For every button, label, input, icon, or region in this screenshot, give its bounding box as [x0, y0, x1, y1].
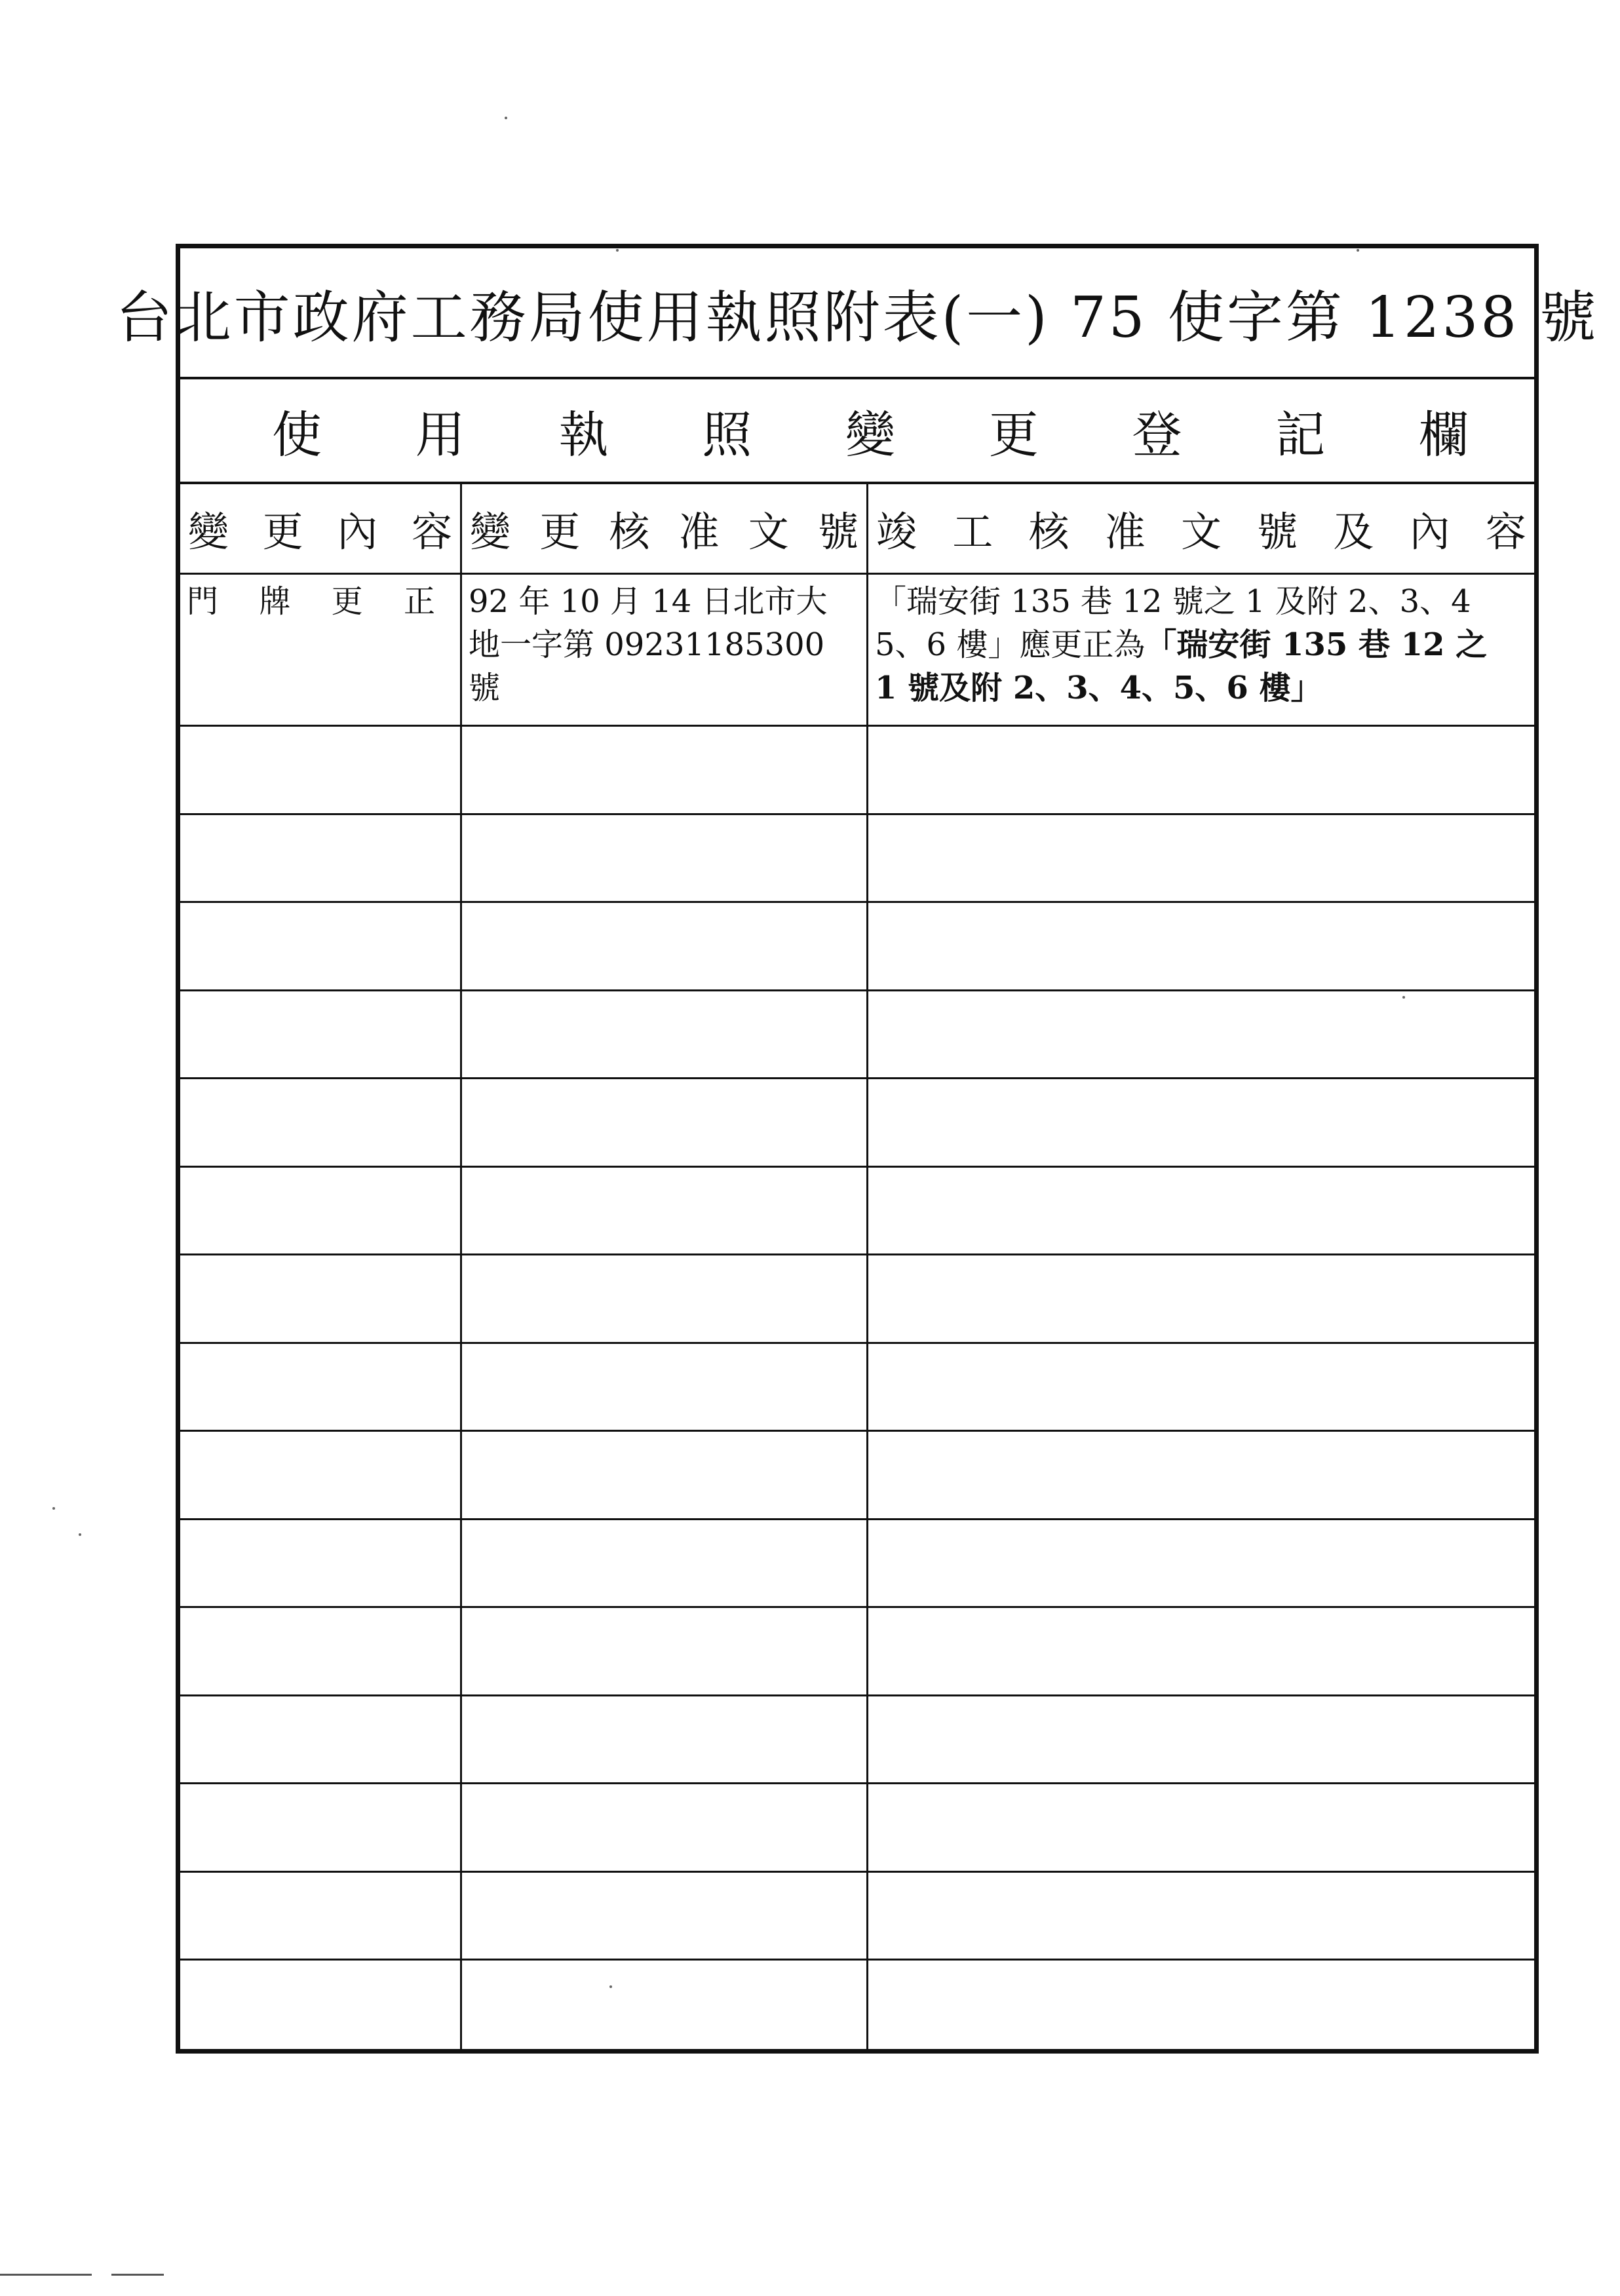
header-char: 號 — [1257, 508, 1298, 556]
header-char: 容 — [1485, 508, 1526, 556]
change-content-text — [187, 580, 453, 623]
column-header-change-content — [180, 484, 462, 573]
empty-cell — [462, 991, 868, 1078]
header-char: 變 — [188, 508, 229, 556]
empty-table-row — [180, 1696, 1534, 1785]
empty-cell — [462, 1344, 868, 1430]
empty-cell — [462, 1255, 868, 1342]
completion-text-bold: 「瑞安街 135 巷 12 之 — [1145, 626, 1488, 663]
empty-table-row — [180, 1168, 1534, 1256]
section-heading — [180, 379, 1534, 484]
header-char: 內 — [337, 508, 378, 556]
document-title: 台北市政府工務局使用執照附表(一) 75 使字第 1238 號 — [180, 248, 1534, 379]
empty-cell — [180, 1168, 462, 1254]
empty-cell — [180, 1784, 462, 1871]
empty-cell — [180, 1873, 462, 1959]
scan-speck — [505, 117, 507, 119]
empty-cell — [868, 1255, 1534, 1342]
header-char: 及 — [1333, 508, 1374, 556]
completion-line: 1 號及附 2、3、4、5、6 樓」 — [875, 670, 1322, 706]
empty-cell — [462, 1432, 868, 1518]
empty-table-row — [180, 991, 1534, 1080]
empty-cell — [868, 1961, 1534, 2049]
empty-cell — [462, 1784, 868, 1871]
header-char: 核 — [609, 508, 650, 556]
section-heading-char: 欄 — [1419, 405, 1469, 464]
empty-table-row — [180, 903, 1534, 991]
column-header-approval-number — [462, 484, 868, 573]
scan-edge-mark — [111, 2274, 164, 2276]
empty-table-row — [180, 1873, 1534, 1961]
change-content-cell — [180, 575, 462, 725]
empty-cell — [180, 1696, 462, 1783]
empty-cell — [868, 1520, 1534, 1607]
license-appendix-table — [115, 244, 1599, 2054]
column-header-row — [180, 484, 1534, 575]
completion-line: 「瑞安街 135 巷 12 號之 1 及附 2、3、4 — [875, 583, 1471, 620]
content-char: 正 — [403, 583, 435, 620]
header-char: 工 — [952, 508, 993, 556]
empty-cell — [868, 815, 1534, 902]
empty-cell — [462, 1961, 868, 2049]
content-char: 門 — [187, 583, 219, 620]
empty-cell — [180, 815, 462, 902]
header-char: 變 — [470, 508, 511, 556]
scan-speck — [1357, 249, 1359, 252]
column-header-completion-details — [868, 484, 1534, 573]
content-char: 更 — [331, 583, 363, 620]
scan-speck — [1402, 996, 1405, 999]
header-char: 竣 — [876, 508, 917, 556]
empty-cell — [868, 1784, 1534, 1871]
scan-speck — [52, 1507, 55, 1510]
header-char: 准 — [678, 508, 720, 556]
empty-cell — [462, 815, 868, 902]
empty-cell — [868, 1432, 1534, 1518]
header-char: 核 — [1028, 508, 1070, 556]
section-heading-char: 執 — [558, 405, 609, 464]
empty-cell — [180, 1255, 462, 1342]
empty-cell — [462, 1608, 868, 1694]
empty-table-row — [180, 727, 1534, 815]
completion-details-cell — [868, 575, 1534, 725]
approval-line: 地一字第 09231185300 — [469, 626, 825, 663]
approval-line: 92 年 10 月 14 日北市大 — [469, 583, 828, 620]
section-heading-char: 使 — [272, 405, 322, 464]
header-char: 容 — [411, 508, 452, 556]
empty-table-row — [180, 815, 1534, 904]
scan-speck — [616, 249, 619, 252]
empty-table-row — [180, 1255, 1534, 1344]
completion-line — [875, 623, 1528, 666]
completion-text-plain: 5、6 樓」應更正為 — [875, 626, 1146, 663]
empty-cell — [180, 1520, 462, 1607]
empty-cell — [180, 727, 462, 813]
header-char: 號 — [817, 508, 858, 556]
empty-cell — [462, 903, 868, 989]
empty-cell — [180, 991, 462, 1078]
empty-table-row — [180, 1961, 1534, 2049]
empty-cell — [180, 1961, 462, 2049]
section-heading-char: 登 — [1132, 405, 1182, 464]
header-char: 更 — [262, 508, 303, 556]
scan-speck — [79, 1533, 81, 1536]
empty-cell — [462, 1520, 868, 1607]
header-char: 文 — [1180, 508, 1222, 556]
empty-cell — [462, 1079, 868, 1166]
empty-cell — [180, 1432, 462, 1518]
header-char: 准 — [1104, 508, 1146, 556]
section-heading-char: 記 — [1275, 405, 1326, 464]
empty-table-row — [180, 1608, 1534, 1696]
empty-cell — [462, 1168, 868, 1254]
empty-table-row — [180, 1520, 1534, 1609]
empty-cell — [868, 727, 1534, 813]
scan-speck — [609, 1985, 612, 1988]
approval-number-cell — [462, 575, 868, 725]
change-register-grid — [180, 484, 1534, 2049]
empty-cell — [868, 1873, 1534, 1959]
empty-table-row — [180, 1432, 1534, 1520]
empty-cell — [180, 1608, 462, 1694]
empty-cell — [180, 1079, 462, 1166]
empty-cell — [180, 903, 462, 989]
empty-cell — [868, 1168, 1534, 1254]
empty-cell — [868, 991, 1534, 1078]
empty-cell — [462, 727, 868, 813]
header-char: 文 — [748, 508, 789, 556]
empty-cell — [868, 1344, 1534, 1430]
empty-cell — [462, 1696, 868, 1783]
empty-table-row — [180, 1784, 1534, 1873]
content-char: 牌 — [259, 583, 291, 620]
section-heading-char: 用 — [415, 405, 465, 464]
header-char: 內 — [1409, 508, 1450, 556]
empty-cell — [868, 1696, 1534, 1783]
section-heading-char: 更 — [988, 405, 1039, 464]
scan-edge-mark — [0, 2274, 92, 2276]
approval-line: 號 — [469, 670, 501, 706]
header-char: 更 — [539, 508, 581, 556]
section-heading-char: 照 — [702, 405, 752, 464]
table-row — [180, 575, 1534, 727]
empty-cell — [868, 1608, 1534, 1694]
empty-table-row — [180, 1344, 1534, 1432]
empty-cell — [868, 1079, 1534, 1166]
section-heading-char: 變 — [845, 405, 895, 464]
empty-cell — [180, 1344, 462, 1430]
empty-cell — [868, 903, 1534, 989]
empty-table-row — [180, 1079, 1534, 1168]
empty-cell — [462, 1873, 868, 1959]
